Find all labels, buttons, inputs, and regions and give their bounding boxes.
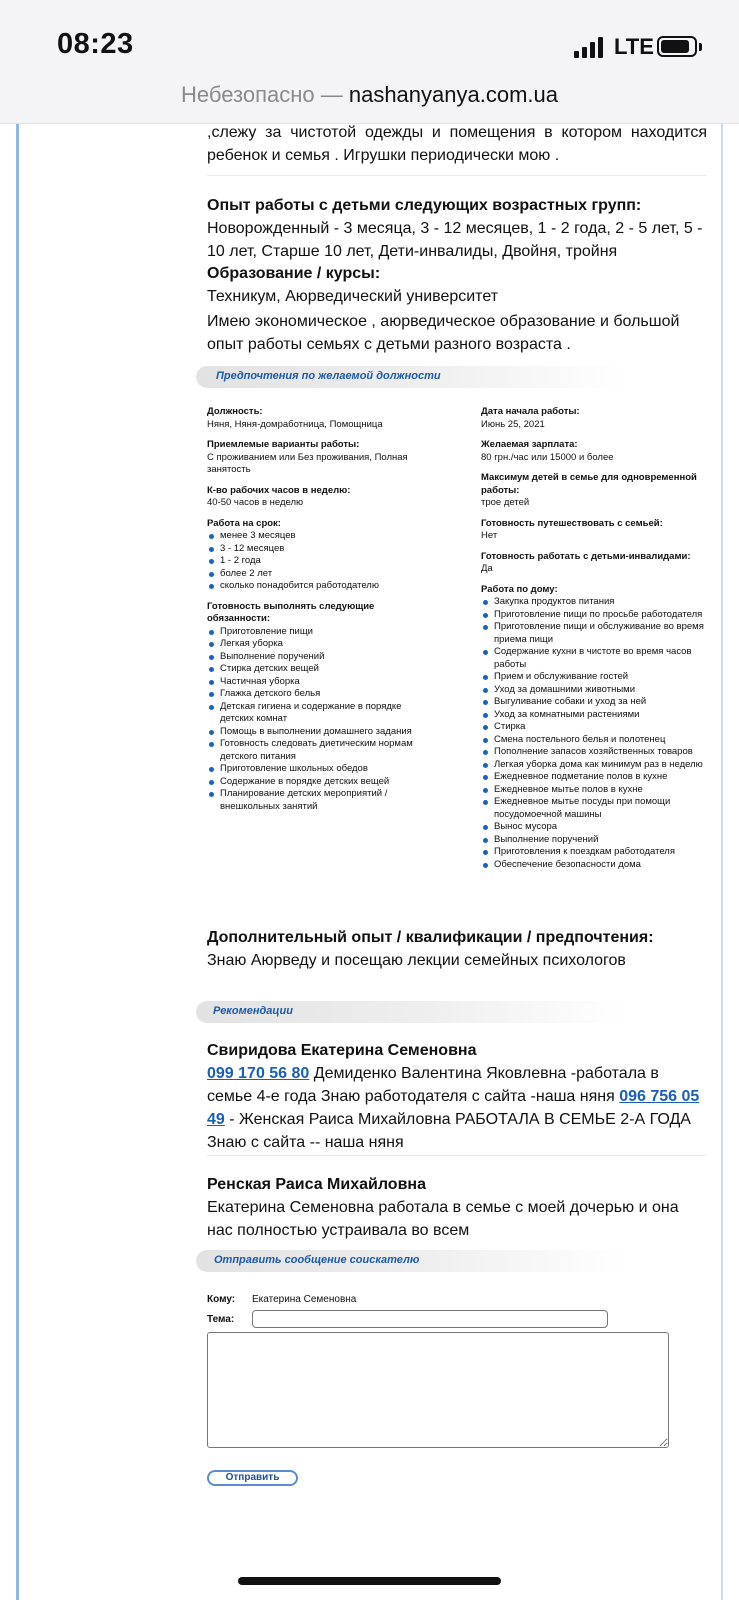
travel-label: Готовность путешествовать с семьей: (481, 517, 663, 529)
list-item: Выгуливание собаки и уход за ней (481, 696, 707, 709)
position-label: Должность: (207, 406, 263, 417)
recommendation-1-text: Демиденко Валентина Яковлевна -работала в семье 4-е года Знаю работодателя с сайта -наша няня (207, 1065, 659, 1105)
list-item: Легкая уборка дома как минимум раз в неделю (481, 759, 707, 772)
list-item: Смена постельного белья и полотенец (481, 734, 707, 747)
list-item: Приготовления к поездкам работодателя (481, 846, 707, 859)
hours-label: К-во рабочих часов в неделю: (207, 484, 351, 496)
subject-label: Тема: (207, 1314, 235, 1325)
message-title: Отправить сообщение соискателю (214, 1254, 420, 1266)
send-button[interactable]: Отправить (207, 1470, 298, 1486)
start-value: Июнь 25, 2021 (481, 418, 545, 430)
recommendation-2-name: Ренская Раиса Михайловна (207, 1176, 426, 1193)
duties-label: Готовность выполнять следующие обязанности: (207, 600, 375, 624)
list-item: Приготовление школьных обедов (207, 763, 427, 776)
list-item: Стирка детских вещей (207, 663, 427, 676)
variants-label: Приемлемые варианты работы: (207, 439, 360, 450)
url-host: nashanyanya.com.ua (348, 82, 558, 107)
recommendation-2-text: Екатерина Семеновна работала в семье с моей дочерью и она нас полностью устраивала во всем (207, 1199, 679, 1239)
additional-text: Знаю Аюрведу и посещаю лекции семейных психологов (207, 952, 626, 969)
list-item: Приготовление пищи по просьбе работодателя (481, 609, 707, 622)
list-item: Вынос мусора (481, 821, 707, 834)
list-item: Прием и обслуживание гостей (481, 671, 707, 684)
experience-section (207, 194, 707, 263)
disabled-label: Готовность работать с детьми-инвалидами: (481, 550, 691, 562)
salary-value: 80 грн./час или 15000 и более (481, 451, 614, 463)
preferences-title: Предпочтения по желаемой должности (216, 370, 441, 382)
term-list (207, 530, 427, 593)
address-bar[interactable] (0, 82, 739, 108)
position-value: Няня, Няня-домработница, Помощница (207, 418, 383, 430)
additional-section (207, 926, 707, 972)
travel-value: Нет (481, 530, 498, 541)
browser-chrome (0, 0, 739, 124)
subject-input[interactable] (252, 1310, 608, 1328)
education-heading: Образование / курсы: (207, 265, 381, 282)
page-border-right (721, 124, 723, 1600)
duties-text: ,слежу за чистотой одежды и помещения в котором находится ребенок и семья . Игрушки периодически мою . (207, 124, 707, 164)
message-textarea[interactable] (207, 1332, 669, 1448)
cellular-signal-icon (574, 36, 606, 58)
status-time: 08:23 (57, 28, 134, 60)
list-item: Легкая уборка (207, 638, 427, 651)
recommendations-title: Рекомендации (213, 1005, 293, 1017)
home-indicator[interactable] (238, 1577, 501, 1585)
list-item: Стирка (481, 721, 707, 734)
page-border-left (16, 124, 19, 1600)
recommendations-band (196, 1001, 626, 1023)
list-item: Выполнение поручений (481, 834, 707, 847)
preferences-band (196, 366, 626, 388)
preferences-left-column (207, 406, 427, 813)
phone-link-2[interactable]: 096 756 05 49 (207, 1088, 700, 1128)
list-item: Готовность следовать диетическим нормам детского питания (207, 738, 427, 763)
list-item: Детская гигиена и содержание в порядке детских комнат (207, 701, 427, 726)
education-section (207, 262, 707, 308)
list-item: Закупка продуктов питания (481, 596, 707, 609)
list-item: более 2 лет (207, 568, 427, 581)
additional-heading: Дополнительный опыт / квалификации / предпочтения: (207, 929, 654, 946)
list-item: Помощь в выполнении домашнего задания (207, 726, 427, 739)
battery-icon (657, 36, 697, 57)
education-extra: Имею экономическое , аюрведическое образование и большой опыт работы семьях с детьми разного возраста . (207, 313, 680, 353)
maxkids-label: Максимум детей в семье для одновременной работы: (481, 472, 697, 496)
list-item: Ежедневное подметание полов в кухне (481, 771, 707, 784)
list-item: Ежедневное мытье полов в кухне (481, 784, 707, 797)
maxkids-value: трое детей (481, 497, 530, 508)
list-item: Содержание кухни в чистоте во время часов работы (481, 646, 707, 671)
house-label: Работа по дому: (481, 583, 558, 595)
list-item: Глажка детского белья (207, 688, 427, 701)
recommendation-1 (207, 1039, 707, 1154)
experience-text: Новорожденный - 3 месяца, 3 - 12 месяцев, 1 - 2 года, 2 - 5 лет, 5 - 10 лет, Старше 10 лет, Дети-инвалиды, Двойня, тройня (207, 220, 703, 260)
experience-heading: Опыт работы с детьми следующих возрастных групп: (207, 197, 642, 214)
term-label: Работа на срок: (207, 517, 281, 529)
list-item: Частичная уборка (207, 676, 427, 689)
list-item: Планирование детских мероприятий / внешкольных занятий (207, 788, 427, 813)
list-item: Уход за комнатными растениями (481, 709, 707, 722)
start-label: Дата начала работы: (481, 406, 580, 417)
divider (207, 1155, 707, 1156)
salary-label: Желаемая зарплата: (481, 439, 578, 450)
list-item: 1 - 2 года (207, 555, 427, 568)
hours-value: 40-50 часов в неделю (207, 497, 304, 508)
recommendation-1-text-2: - Женская Раиса Михайловна РАБОТАЛА В СЕМЬЕ 2-А ГОДА Знаю с сайта -- наша няня (207, 1111, 691, 1151)
list-item: Обеспечение безопасности дома (481, 859, 707, 872)
battery-tip-icon (699, 43, 702, 51)
list-item: Выполнение поручений (207, 651, 427, 664)
education-text: Техникум, Аюрведический университет (207, 288, 499, 305)
network-type: LTE (614, 34, 654, 59)
message-band (196, 1250, 626, 1272)
house-list (481, 596, 707, 871)
list-item: менее 3 месяцев (207, 530, 427, 543)
list-item: Приготовление пищи и обслуживание во время приема пищи (481, 621, 707, 646)
recommendation-1-name: Свиридова Екатерина Семеновна (207, 1042, 477, 1059)
to-label: Кому: (207, 1294, 236, 1305)
list-item: Содержание в порядке детских вещей (207, 776, 427, 789)
list-item: Пополнение запасов хозяйственных товаров (481, 746, 707, 759)
disabled-value: Да (481, 563, 493, 574)
list-item: Ежедневное мытье посуды при помощи посудомоечной машины (481, 796, 707, 821)
duties-list (207, 626, 427, 814)
list-item: 3 - 12 месяцев (207, 543, 427, 556)
divider (207, 175, 707, 176)
phone-link-1[interactable]: 099 170 56 80 (207, 1065, 310, 1082)
list-item: сколько понадобится работодателю (207, 580, 427, 593)
insecure-label: Небезопасно — (181, 82, 343, 107)
variants-value: С проживанием или Без проживания, Полная занятость (207, 451, 408, 475)
list-item: Уход за домашними животными (481, 684, 707, 697)
list-item: Приготовление пищи (207, 626, 427, 639)
preferences-right-column (481, 406, 707, 871)
to-value: Екатерина Семеновна (252, 1294, 357, 1305)
recommendation-2 (207, 1173, 707, 1242)
